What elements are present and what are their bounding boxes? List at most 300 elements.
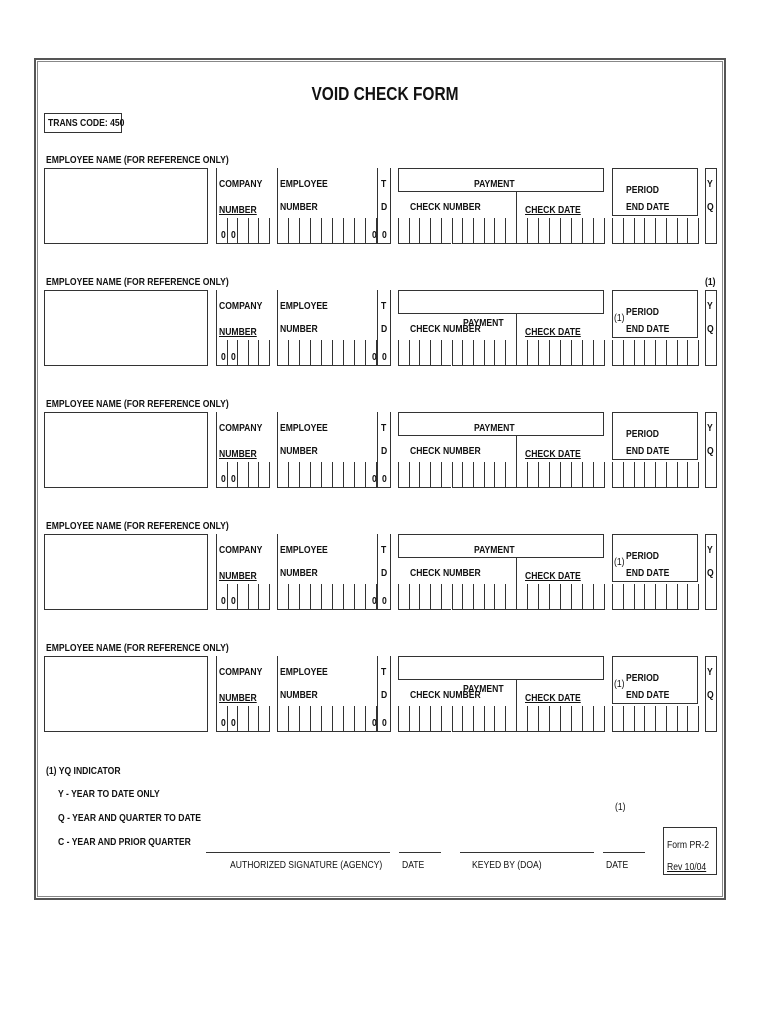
- period-end-date-cell-end: [698, 706, 699, 732]
- q-label: Q: [707, 690, 714, 701]
- company-prefill-0: 0: [221, 352, 226, 363]
- period-end-date-cell[interactable]: [655, 706, 666, 732]
- check-date-cell[interactable]: [582, 584, 593, 610]
- td-divider: [377, 290, 378, 340]
- check-date-cell[interactable]: [582, 706, 593, 732]
- employee-number-cell[interactable]: [332, 218, 343, 244]
- period-end-date-cell[interactable]: [677, 218, 688, 244]
- period-note-marker: (1): [614, 313, 625, 324]
- check-number-cell[interactable]: [462, 218, 473, 244]
- check-date-cell[interactable]: [516, 584, 527, 610]
- check-date-cell[interactable]: [593, 340, 604, 366]
- check-date-cell[interactable]: [593, 584, 604, 610]
- employee-number-cell[interactable]: [332, 706, 343, 732]
- company-number-cell-end: [269, 340, 270, 366]
- employee-number-cell[interactable]: [343, 218, 354, 244]
- employee-number-cell[interactable]: [354, 584, 365, 610]
- check-number-cell[interactable]: [473, 462, 484, 488]
- check-number-cell[interactable]: [419, 462, 430, 488]
- check-date-cell-end: [604, 340, 605, 366]
- td-prefill-0: 0: [382, 718, 387, 729]
- period-end-date-cell[interactable]: [687, 218, 698, 244]
- check-number-cell[interactable]: [462, 706, 473, 732]
- check-number-cell[interactable]: [452, 706, 463, 732]
- period-label: PERIOD: [626, 429, 659, 440]
- check-number-cell[interactable]: [419, 706, 430, 732]
- period-end-date-cell-end: [698, 584, 699, 610]
- check-date-cell[interactable]: [549, 584, 560, 610]
- period-end-date-cell[interactable]: [623, 462, 634, 488]
- keyed-by-label: KEYED BY (DOA): [472, 860, 542, 871]
- period-end-date-cell[interactable]: [677, 462, 688, 488]
- period-end-date-cell[interactable]: [687, 462, 698, 488]
- company-number-cell[interactable]: [237, 706, 248, 732]
- check-date-divider: [516, 436, 517, 462]
- check-date-label: CHECK DATE: [525, 327, 581, 338]
- check-date-cell[interactable]: [549, 218, 560, 244]
- period-end-date-cell[interactable]: [655, 462, 666, 488]
- td-divider: [377, 412, 378, 462]
- period-end-date-cell[interactable]: [687, 584, 698, 610]
- authorized-signature-label: AUTHORIZED SIGNATURE (AGENCY): [230, 860, 383, 871]
- check-date-cell[interactable]: [549, 706, 560, 732]
- employee-number-cell[interactable]: [354, 706, 365, 732]
- period-end-date-cell[interactable]: [623, 340, 634, 366]
- check-number-cell[interactable]: [494, 340, 505, 366]
- period-end-date-cell[interactable]: [634, 706, 645, 732]
- company-number-cell[interactable]: [248, 218, 259, 244]
- end-date-label: END DATE: [626, 446, 670, 457]
- check-number-cell[interactable]: [419, 584, 430, 610]
- period-end-date-cell[interactable]: [634, 584, 645, 610]
- period-end-date-cell[interactable]: [634, 340, 645, 366]
- employee-number-cell[interactable]: [277, 706, 288, 732]
- employee-number-cell[interactable]: [321, 462, 332, 488]
- employee-number-cell[interactable]: [321, 218, 332, 244]
- check-date-label: CHECK DATE: [525, 205, 581, 216]
- payment-header-box: [398, 656, 604, 680]
- company-prefill-0: 0: [221, 474, 226, 485]
- check-number-label: CHECK NUMBER: [410, 690, 481, 701]
- employee-number-cell[interactable]: [288, 218, 299, 244]
- q-label: Q: [707, 202, 714, 213]
- check-number-label: CHECK NUMBER: [410, 568, 481, 579]
- period-end-date-cell[interactable]: [644, 706, 655, 732]
- employee-number-cell[interactable]: [299, 462, 310, 488]
- yq-indicator-title: (1) YQ INDICATOR: [46, 766, 121, 777]
- check-number-cell[interactable]: [441, 706, 452, 732]
- check-date-divider: [516, 680, 517, 706]
- check-date-cell[interactable]: [527, 706, 538, 732]
- td-divider-end: [390, 168, 391, 218]
- employee-number-cell[interactable]: [277, 462, 288, 488]
- company-prefill-0: 0: [221, 718, 226, 729]
- company-number-label: NUMBER: [219, 327, 257, 338]
- period-end-date-cell[interactable]: [666, 462, 677, 488]
- employee-prefill-0: 0: [372, 596, 377, 607]
- check-date-cell[interactable]: [516, 462, 527, 488]
- period-label: PERIOD: [626, 673, 659, 684]
- q-label: Q: [707, 324, 714, 335]
- employee-number-cell[interactable]: [332, 462, 343, 488]
- check-number-cell[interactable]: [505, 584, 516, 610]
- employee-number-cell[interactable]: [299, 706, 310, 732]
- check-number-cell[interactable]: [398, 584, 409, 610]
- employee-number-cell[interactable]: [310, 462, 321, 488]
- keyed-by-line: [460, 852, 594, 853]
- check-number-cell[interactable]: [441, 218, 452, 244]
- payment-label: PAYMENT: [474, 423, 515, 434]
- employee-number-cell[interactable]: [310, 340, 321, 366]
- check-date-cell[interactable]: [582, 462, 593, 488]
- d-label: D: [381, 446, 388, 457]
- check-date-cell[interactable]: [560, 218, 571, 244]
- check-number-cell[interactable]: [484, 706, 495, 732]
- check-date-cell[interactable]: [560, 706, 571, 732]
- t-label: T: [381, 301, 387, 312]
- check-number-cell[interactable]: [409, 340, 420, 366]
- check-date-cell[interactable]: [560, 462, 571, 488]
- employee-number-cell[interactable]: [343, 706, 354, 732]
- td-prefill-0: 0: [382, 474, 387, 485]
- employee-number-cell[interactable]: [277, 218, 288, 244]
- period-end-date-cell[interactable]: [666, 340, 677, 366]
- check-date-cell[interactable]: [538, 584, 549, 610]
- employee-name-input[interactable]: [44, 534, 208, 610]
- check-date-cell[interactable]: [571, 340, 582, 366]
- check-date-cell[interactable]: [538, 706, 549, 732]
- period-end-date-cell[interactable]: [612, 462, 623, 488]
- employee-number-cell[interactable]: [343, 584, 354, 610]
- company-number-cell[interactable]: [248, 584, 259, 610]
- check-date-cell[interactable]: [516, 706, 527, 732]
- employee-number-cell[interactable]: [321, 340, 332, 366]
- check-number-label: CHECK NUMBER: [410, 446, 481, 457]
- employee-divider: [277, 534, 278, 584]
- employee-number-cell[interactable]: [277, 584, 288, 610]
- company-number-cell[interactable]: [237, 462, 248, 488]
- check-date-divider: [516, 314, 517, 340]
- company-number-cell-end: [269, 218, 270, 244]
- payment-label: PAYMENT: [463, 318, 504, 329]
- check-number-cell[interactable]: [441, 584, 452, 610]
- company-prefill-0b: 0: [231, 596, 236, 607]
- td-cell-end: [390, 462, 391, 488]
- company-number-label: NUMBER: [219, 205, 257, 216]
- td-divider-end: [390, 290, 391, 340]
- check-number-cell[interactable]: [409, 584, 420, 610]
- employee-name-input[interactable]: [44, 168, 208, 244]
- company-prefill-0b: 0: [231, 718, 236, 729]
- td-divider-end: [390, 412, 391, 462]
- check-number-cell[interactable]: [462, 462, 473, 488]
- check-date-cell-end: [604, 584, 605, 610]
- authorized-signature-line: [206, 852, 390, 853]
- employee-name-input[interactable]: [44, 290, 208, 366]
- employee-number-cell[interactable]: [288, 340, 299, 366]
- check-date-cell[interactable]: [571, 584, 582, 610]
- employee-name-input[interactable]: [44, 412, 208, 488]
- employee-number-label: NUMBER: [280, 202, 318, 213]
- employee-divider: [277, 412, 278, 462]
- employee-number-cell[interactable]: [354, 340, 365, 366]
- employee-label: EMPLOYEE: [280, 545, 328, 556]
- check-number-cell[interactable]: [419, 218, 430, 244]
- employee-number-cell[interactable]: [310, 584, 321, 610]
- company-divider: [216, 168, 217, 218]
- check-date-cell[interactable]: [593, 218, 604, 244]
- check-number-cell[interactable]: [452, 218, 463, 244]
- company-prefill-0b: 0: [231, 352, 236, 363]
- period-end-date-cell-end: [698, 218, 699, 244]
- check-date-cell[interactable]: [516, 218, 527, 244]
- employee-prefill-0: 0: [372, 474, 377, 485]
- company-prefill-0: 0: [221, 230, 226, 241]
- period-end-date-cell[interactable]: [644, 340, 655, 366]
- check-number-cell[interactable]: [484, 462, 495, 488]
- period-end-date-cell[interactable]: [634, 218, 645, 244]
- period-end-date-cell[interactable]: [644, 584, 655, 610]
- period-end-date-cell[interactable]: [634, 462, 645, 488]
- employee-number-cell[interactable]: [354, 218, 365, 244]
- company-prefill-0b: 0: [231, 230, 236, 241]
- company-divider: [216, 656, 217, 706]
- company-number-cell-end: [269, 584, 270, 610]
- employee-number-cell[interactable]: [321, 706, 332, 732]
- employee-label: EMPLOYEE: [280, 667, 328, 678]
- company-number-cell[interactable]: [258, 218, 269, 244]
- check-number-cell[interactable]: [494, 462, 505, 488]
- check-number-cell[interactable]: [430, 706, 441, 732]
- check-number-cell[interactable]: [409, 706, 420, 732]
- td-prefill-0: 0: [382, 352, 387, 363]
- company-number-cell-end: [269, 706, 270, 732]
- employee-number-cell[interactable]: [354, 462, 365, 488]
- check-number-cell[interactable]: [409, 218, 420, 244]
- period-end-date-cell[interactable]: [612, 706, 623, 732]
- check-number-cell[interactable]: [473, 706, 484, 732]
- employee-name-input[interactable]: [44, 656, 208, 732]
- employee-number-label: NUMBER: [280, 568, 318, 579]
- check-number-cell[interactable]: [473, 340, 484, 366]
- check-date-cell[interactable]: [527, 340, 538, 366]
- employee-number-cell[interactable]: [332, 584, 343, 610]
- td-cell-end: [390, 340, 391, 366]
- check-number-cell[interactable]: [484, 340, 495, 366]
- period-end-date-cell[interactable]: [655, 584, 666, 610]
- check-number-cell[interactable]: [484, 584, 495, 610]
- check-number-cell[interactable]: [473, 218, 484, 244]
- company-number-cell[interactable]: [248, 706, 259, 732]
- check-date-cell[interactable]: [582, 218, 593, 244]
- period-end-date-cell[interactable]: [612, 218, 623, 244]
- employee-label: EMPLOYEE: [280, 423, 328, 434]
- company-number-cell[interactable]: [258, 584, 269, 610]
- period-end-date-cell[interactable]: [612, 340, 623, 366]
- employee-number-cell[interactable]: [343, 340, 354, 366]
- check-date-cell[interactable]: [549, 462, 560, 488]
- check-date-cell[interactable]: [593, 706, 604, 732]
- check-number-cell[interactable]: [430, 462, 441, 488]
- check-number-cell[interactable]: [409, 462, 420, 488]
- td-cell-end: [390, 584, 391, 610]
- period-end-date-cell[interactable]: [644, 462, 655, 488]
- check-date-cell[interactable]: [582, 340, 593, 366]
- period-end-date-cell[interactable]: [612, 584, 623, 610]
- check-date-cell[interactable]: [527, 218, 538, 244]
- period-end-date-cell[interactable]: [677, 706, 688, 732]
- check-date-cell[interactable]: [527, 462, 538, 488]
- company-number-cell[interactable]: [258, 462, 269, 488]
- period-end-date-cell[interactable]: [623, 706, 634, 732]
- check-number-cell[interactable]: [441, 340, 452, 366]
- company-number-cell[interactable]: [258, 340, 269, 366]
- end-date-label: END DATE: [626, 324, 670, 335]
- check-date-cell[interactable]: [560, 584, 571, 610]
- period-end-date-cell[interactable]: [623, 584, 634, 610]
- company-number-cell[interactable]: [237, 218, 248, 244]
- period-end-date-cell[interactable]: [677, 340, 688, 366]
- check-number-cell[interactable]: [398, 340, 409, 366]
- check-number-cell[interactable]: [484, 218, 495, 244]
- employee-number-cell[interactable]: [299, 340, 310, 366]
- check-date-label: CHECK DATE: [525, 449, 581, 460]
- check-number-cell[interactable]: [505, 340, 516, 366]
- td-prefill-0: 0: [382, 596, 387, 607]
- employee-name-label: EMPLOYEE NAME (FOR REFERENCE ONLY): [46, 277, 229, 288]
- company-divider: [216, 534, 217, 584]
- t-label: T: [381, 545, 387, 556]
- yq-option-c: C - YEAR AND PRIOR QUARTER: [58, 837, 191, 848]
- check-number-cell[interactable]: [452, 584, 463, 610]
- employee-number-cell[interactable]: [288, 462, 299, 488]
- employee-number-cell[interactable]: [310, 706, 321, 732]
- period-end-date-cell[interactable]: [655, 340, 666, 366]
- company-number-cell[interactable]: [248, 462, 259, 488]
- date-line: [399, 852, 441, 853]
- check-number-cell[interactable]: [430, 340, 441, 366]
- check-number-cell[interactable]: [430, 584, 441, 610]
- check-number-cell[interactable]: [452, 340, 463, 366]
- check-number-cell[interactable]: [398, 462, 409, 488]
- employee-name-label: EMPLOYEE NAME (FOR REFERENCE ONLY): [46, 521, 229, 532]
- check-date-cell[interactable]: [527, 584, 538, 610]
- company-number-label: NUMBER: [219, 449, 257, 460]
- company-label: COMPANY: [219, 545, 263, 556]
- date2-line: [603, 852, 645, 853]
- y-label: Y: [707, 667, 713, 678]
- payment-header-box: [398, 290, 604, 314]
- company-prefill-0: 0: [221, 596, 226, 607]
- check-number-label: CHECK NUMBER: [410, 324, 481, 335]
- yq-option-y: Y - YEAR TO DATE ONLY: [58, 789, 160, 800]
- check-date-cell[interactable]: [516, 340, 527, 366]
- y-label: Y: [707, 301, 713, 312]
- check-date-cell[interactable]: [560, 340, 571, 366]
- period-end-date-cell[interactable]: [666, 218, 677, 244]
- check-number-cell[interactable]: [505, 462, 516, 488]
- employee-number-cell[interactable]: [343, 462, 354, 488]
- td-divider: [377, 534, 378, 584]
- period-note-marker: (1): [614, 557, 625, 568]
- period-label: PERIOD: [626, 551, 659, 562]
- d-label: D: [381, 202, 388, 213]
- check-number-cell[interactable]: [505, 218, 516, 244]
- period-end-date-cell[interactable]: [623, 218, 634, 244]
- check-number-cell[interactable]: [473, 584, 484, 610]
- employee-label: EMPLOYEE: [280, 179, 328, 190]
- check-date-cell[interactable]: [538, 218, 549, 244]
- check-number-cell[interactable]: [494, 584, 505, 610]
- check-date-cell[interactable]: [538, 462, 549, 488]
- check-number-cell[interactable]: [398, 218, 409, 244]
- period-end-date-cell[interactable]: [677, 584, 688, 610]
- check-number-cell[interactable]: [419, 340, 430, 366]
- check-number-cell[interactable]: [462, 340, 473, 366]
- check-number-cell[interactable]: [441, 462, 452, 488]
- check-date-cell-end: [604, 706, 605, 732]
- period-end-date-cell[interactable]: [666, 706, 677, 732]
- check-date-cell[interactable]: [549, 340, 560, 366]
- company-number-cell[interactable]: [237, 340, 248, 366]
- y-label: Y: [707, 179, 713, 190]
- period-end-date-cell[interactable]: [655, 218, 666, 244]
- company-number-cell[interactable]: [237, 584, 248, 610]
- company-number-cell[interactable]: [248, 340, 259, 366]
- employee-prefill-0: 0: [372, 230, 377, 241]
- check-date-cell[interactable]: [571, 706, 582, 732]
- employee-number-cell[interactable]: [321, 584, 332, 610]
- period-end-date-cell[interactable]: [687, 340, 698, 366]
- check-date-cell[interactable]: [593, 462, 604, 488]
- period-end-date-cell[interactable]: [666, 584, 677, 610]
- employee-number-cell[interactable]: [288, 706, 299, 732]
- check-number-cell[interactable]: [452, 462, 463, 488]
- employee-number-cell[interactable]: [299, 218, 310, 244]
- check-date-cell[interactable]: [571, 462, 582, 488]
- check-number-cell[interactable]: [398, 706, 409, 732]
- check-number-cell[interactable]: [494, 706, 505, 732]
- td-divider: [377, 656, 378, 706]
- payment-label: PAYMENT: [474, 545, 515, 556]
- period-end-date-cell[interactable]: [644, 218, 655, 244]
- company-prefill-0b: 0: [231, 474, 236, 485]
- employee-number-cell[interactable]: [277, 340, 288, 366]
- date-label: DATE: [402, 860, 425, 871]
- d-label: D: [381, 568, 388, 579]
- t-label: T: [381, 179, 387, 190]
- period-end-date-cell[interactable]: [687, 706, 698, 732]
- employee-number-cell[interactable]: [299, 584, 310, 610]
- check-number-cell[interactable]: [462, 584, 473, 610]
- period-end-date-cell-end: [698, 340, 699, 366]
- td-divider-end: [390, 656, 391, 706]
- td-prefill-0: 0: [382, 230, 387, 241]
- check-number-cell[interactable]: [430, 218, 441, 244]
- period-label: PERIOD: [626, 185, 659, 196]
- check-number-cell[interactable]: [494, 218, 505, 244]
- employee-number-cell[interactable]: [288, 584, 299, 610]
- check-date-cell[interactable]: [538, 340, 549, 366]
- employee-number-cell[interactable]: [310, 218, 321, 244]
- employee-divider: [277, 290, 278, 340]
- employee-number-cell[interactable]: [332, 340, 343, 366]
- company-number-cell[interactable]: [258, 706, 269, 732]
- employee-divider: [277, 168, 278, 218]
- check-date-label: CHECK DATE: [525, 693, 581, 704]
- check-number-cell[interactable]: [505, 706, 516, 732]
- check-date-cell[interactable]: [571, 218, 582, 244]
